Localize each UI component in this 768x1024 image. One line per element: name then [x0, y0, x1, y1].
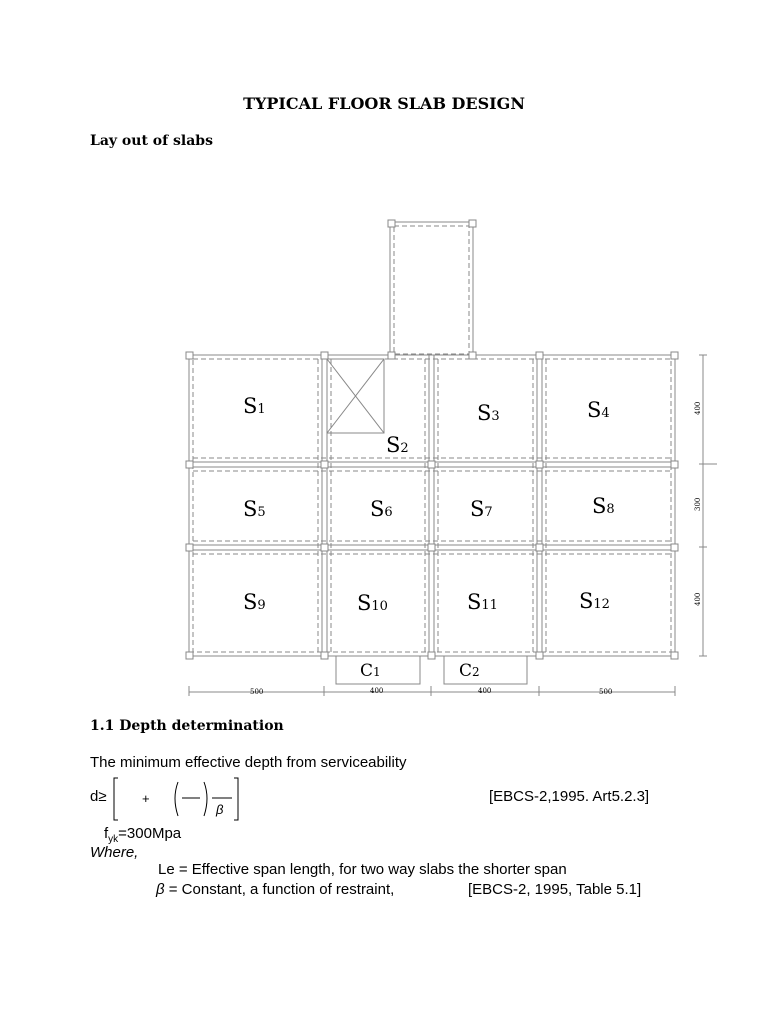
where-label: Where, — [90, 844, 139, 861]
beta-definition: β = Constant, a function of restraint, — [156, 881, 395, 898]
dim-right-2: 300 — [694, 497, 702, 511]
slab-label-s11: S11 — [467, 590, 498, 614]
layout-heading: Lay out of slabs — [90, 133, 213, 149]
cantilever-label-c2: C2 — [459, 661, 480, 681]
dim-bottom-3: 400 — [478, 687, 492, 695]
stair-bay — [390, 222, 473, 355]
formula-prefix: d≥ — [90, 788, 107, 805]
cantilever-c2 — [444, 656, 527, 684]
reference-art523: [EBCS-2,1995. Art5.2.3] — [489, 788, 650, 805]
slab-label-s6: S6 — [370, 497, 393, 521]
formula-brackets — [110, 776, 245, 822]
slab-label-s3: S3 — [477, 401, 500, 425]
slab-label-s9: S9 — [243, 590, 266, 614]
dim-bottom-2: 400 — [370, 687, 384, 695]
dim-bottom-4: 500 — [599, 688, 613, 696]
formula-beta: β — [216, 802, 224, 817]
slab-label-s1: S1 — [243, 394, 266, 418]
slab-label-s10: S10 — [357, 591, 388, 615]
slab-label-s7: S7 — [470, 497, 493, 521]
formula-plus: + — [142, 791, 150, 806]
le-definition: Le = Effective span length, for two way slabs the shorter span — [158, 861, 567, 878]
slab-label-s4: S4 — [587, 398, 610, 422]
slab-label-s5: S5 — [243, 497, 266, 521]
slab-label-s2: S2 — [386, 433, 409, 457]
dim-right-1: 400 — [694, 401, 702, 415]
reference-table51: [EBCS-2, 1995, Table 5.1] — [468, 881, 642, 898]
section-heading: 1.1 Depth determination — [90, 718, 284, 734]
slab-label-s12: S12 — [579, 589, 610, 613]
dim-bottom-1: 500 — [250, 688, 264, 696]
slab-label-s8: S8 — [592, 494, 615, 518]
fyk-line: $f_{yk}=300Mpa$ — [104, 825, 182, 845]
dim-right-3: 400 — [694, 592, 702, 606]
page-title: TYPICAL FLOOR SLAB DESIGN — [243, 94, 525, 113]
intro-text: The minimum effective depth from serviceability — [90, 754, 407, 771]
cantilever-label-c1: C1 — [360, 661, 381, 681]
